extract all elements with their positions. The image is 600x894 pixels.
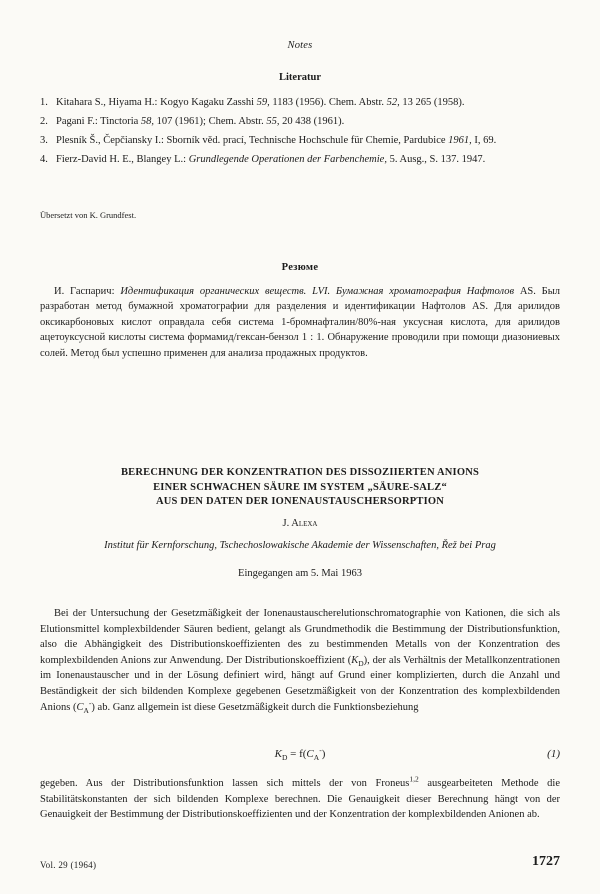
translator-note: Übersetzt von K. Grundfest. bbox=[40, 210, 137, 220]
affiliation: Institut für Kernforschung, Tschechoslowakische Akademie der Wissenschaften, Řež bei Prag bbox=[104, 540, 496, 551]
body-paragraph: gegeben. Aus der Distributionsfunktion lassen sich mittels der von Froneus$^{1,2}$ ausgearbeiteten Methode die Stabilitätskonstanten der sich bildenden Komplexe berechnen. Die Genauigkeit dieser Berechnung hängt von der Genauigkeit der Bestimmung der Distributionskoeffizienten und der Konzentration der komplexbildenden Anionen ab. bbox=[40, 774, 560, 821]
equation-formula: $K_D = f(C_A^-)$ bbox=[274, 745, 326, 763]
reference-number: 4. bbox=[40, 154, 48, 165]
reference-text: Pagani F.: Tinctoria 58, 107 (1961); Chem. Abstr. 55, 20 438 (1961). bbox=[56, 116, 345, 127]
received-date: Eingegangen am 5. Mai 1963 bbox=[238, 568, 362, 579]
running-head: Notes bbox=[287, 40, 313, 51]
reference-text: Kitahara S., Hiyama H.: Kogyo Kagaku Zasshi 59, 1183 (1956). Chem. Abstr. 52, 13 265 (1958). bbox=[56, 97, 465, 108]
title-line: BERECHNUNG DER KONZENTRATION DES DISSOZIIERTEN ANIONS bbox=[120, 467, 480, 478]
author-name: J. Alexa bbox=[282, 518, 318, 529]
title-line: AUS DEN DATEN DER IONENAUSTAUSCHERSORPTION bbox=[155, 496, 445, 507]
equation-number: (1) bbox=[547, 748, 560, 760]
title-line: EINER SCHWACHEN SÄURE IM SYSTEM „SÄURE-SALZ“ bbox=[153, 481, 447, 493]
reference-item bbox=[40, 96, 560, 110]
reference-text: Fierz-David H. E., Blangey L.: Grundlegende Operationen der Farbenchemie, 5. Ausg., S. 137. 1947. bbox=[56, 154, 486, 165]
article-title bbox=[0, 466, 600, 510]
reference-item bbox=[40, 134, 560, 148]
equation bbox=[40, 745, 560, 768]
reference-number: 1. bbox=[40, 97, 48, 108]
page-number: 1727 bbox=[532, 854, 560, 869]
reference-item bbox=[40, 153, 560, 167]
volume-info: Vol. 29 (1964) bbox=[40, 860, 97, 870]
reference-list bbox=[40, 96, 560, 172]
resume-heading: Резюме bbox=[281, 262, 319, 273]
body-paragraph: Bei der Untersuchung der Gesetzmäßigkeit der Ionenaustauscherelutionschromatographie von Kationen, die sich als Elutionsmittel komplexbildender Säuren bedient, gelangt als Grundmethodik die Bestimmung der Distributionsfunktion, also die Abhängigkeit des Distributionskoeffizienten des zu bestimmenden Metalls von der Konzentration des komplexbildenden Anions zur Anwendung. Der Distributionskoeffizient $(K_D)$, der als Verhältnis der Metallkonzentrationen im Ionenaustauscher und in der Lösung definiert wird, hängt auf Grund einer komplizierten, durch die Anzahl und Beständigkeit der sich bildenden Komplexe gegebenen Gesetzmäßigkeit von der Konzentration des komplexbildenden Anions $(C_A^-)$ ab. Ganz allgemein ist diese Gesetzmäßigkeit durch die Funktionsbeziehung bbox=[40, 608, 560, 715]
reference-number: 3. bbox=[40, 135, 48, 146]
resume-text: И. Гаспарич: Идентификация органических веществ. LVI. Бумажная хроматография Нафтолов AS. Был разработан метод бумажной хроматографии для разделения и идентификации Нафтолов AS. Для арилидов оксикарбоновых кислот оправдала себя система 1-бромнафталин/80%-ная уксусная кислота, для арилидов ацетоуксусной кислоты система формамид/гексан-бензол 1 : 1. Обнаружение проводили при помощи диазониевых солей. Метод был успешно применен для анализа продажных продуктов. bbox=[40, 286, 561, 359]
reference-number: 2. bbox=[40, 116, 48, 127]
reference-text: Plesník Š., Čepčiansky I.: Sborník věd. prací, Technische Hochschule für Chemie, Pardubice 1961, I, 69. bbox=[56, 135, 497, 146]
literature-heading: Literatur bbox=[279, 72, 321, 83]
reference-item bbox=[40, 115, 560, 129]
